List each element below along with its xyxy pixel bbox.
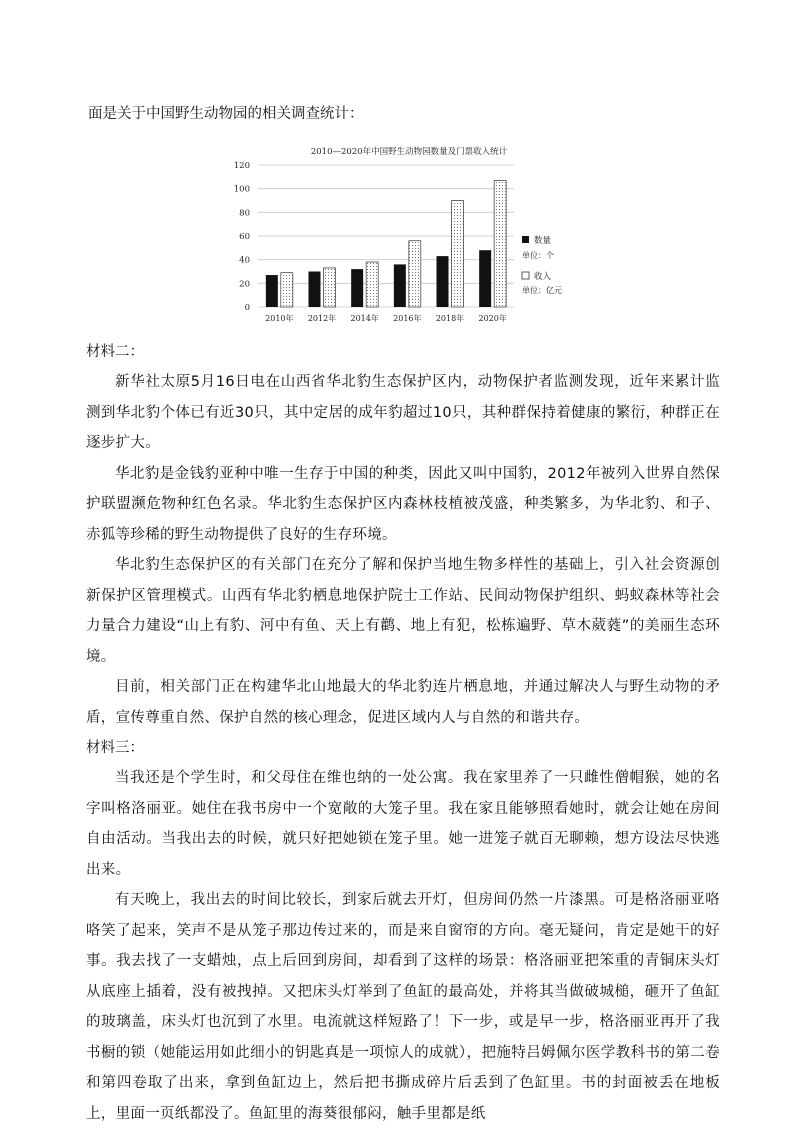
bar-revenue	[494, 180, 506, 307]
legend-swatch-count	[522, 236, 529, 243]
material2-heading: 材料二：	[86, 344, 144, 360]
legend-unit-count: 单位：个	[522, 251, 554, 260]
legend-swatch-revenue	[522, 272, 529, 279]
legend-label-count: 数量	[534, 236, 552, 246]
bar-count	[437, 256, 449, 307]
bar-count	[266, 275, 278, 307]
material2-paragraph: 目前，相关部门正在构建华北山地最大的华北豹连片栖息地，并通过解决人与野生动物的矛盾，宣传尊重自然、保护自然的核心理念，促进区域内人与自然的和谐共存。	[86, 679, 720, 726]
x-tick-label: 2016年	[393, 314, 422, 323]
material3-paragraph: 有天晚上，我出去的时间比较长，到家后就去开灯，但房间仍然一片漆黑。可是格洛丽亚咯咯笑了起来，笑声不是从笼子那边传过来的，而是来自窗帘的方向。毫无疑问，肯定是她干的好事。我去找了一支蜡烛，点上后回到房间，却看到了这样的场景：格洛丽亚把笨重的青铜床头灯从底座上插着，没有被拽掉。又把床头灯举到了鱼缸的最高处，并将其当做破城槌，砸开了鱼缸的玻璃盖，床头灯也沉到了水里。电流就这样短路了！下一步，或是早一步，格洛丽亚再开了我书橱的锁（她能运用如此细小的钥匙真是一项惊人的成就），把施特吕姆佩尔医学教科书的第二卷和第四卷取了出来，拿到鱼缸边上，然后把书撕成碎片后丢到了色缸里。书的封面被丢在地板上，里面一页纸都没了。鱼缸里的海葵很郁闷，触手里都是纸	[86, 892, 720, 1122]
bar-chart	[222, 130, 584, 330]
bar-count	[394, 264, 406, 307]
x-tick-label: 2014年	[350, 314, 379, 323]
y-tick-label: 80	[239, 208, 250, 219]
x-tick-label: 2012年	[307, 314, 337, 323]
x-tick-label: 2018年	[435, 314, 465, 323]
bars	[266, 180, 506, 307]
material2-paragraph: 华北豹是金钱豹亚种中唯一生存于中国的种类，因此又叫中国豹，2012年被列入世界自然保护联盟濒危物种红色名录。华北豹生态保护区内森林枝植被茂盛，种类繁多，为华北豹、和子、赤狐等珍稀的野生动物提供了良好的生存环境。	[86, 465, 720, 543]
material3-heading: 材料三：	[86, 740, 144, 756]
bar-revenue	[452, 201, 464, 308]
legend-label-revenue: 收入	[534, 272, 552, 282]
y-tick-label: 20	[239, 279, 250, 290]
bar-count	[309, 272, 321, 308]
bar-revenue	[409, 241, 421, 307]
y-tick-label: 60	[239, 232, 250, 242]
chart-title: 2010—2020年中国野生动物园数量及门票收入统计	[310, 147, 508, 157]
intro-text: 面是关于中国野生动物园的相关调查统计：	[88, 106, 364, 122]
bar-revenue	[281, 273, 293, 307]
y-axis	[234, 161, 250, 313]
material2-paragraph: 华北豹生态保护区的有关部门在充分了解和保护当地生物多样性的基础上，引入社会资源创新保护区管理模式。山西有华北豹栖息地保护院士工作站、民间动物保护组织、蚂蚁森林等社会力量合力建设“山上有豹、河中有鱼、天上有鹳、地上有犯，松栋遍野、草木葳蕤”的美丽生态环境。	[86, 557, 720, 665]
x-axis	[265, 313, 507, 323]
x-tick-label: 2010年	[265, 314, 294, 323]
material2-paragraph: 新华社太原5月16日电在山西省华北豹生态保护区内，动物保护者监测发现，近年来累计监测到华北豹个体已有近30只，其中定居的成年豹超过10只，其种群保持着健康的繁衍，种群正在逐步扩大。	[86, 374, 720, 451]
y-tick-label: 40	[239, 255, 250, 266]
chart-svg	[222, 130, 584, 330]
chart-grid	[258, 165, 514, 307]
bar-revenue	[366, 262, 378, 307]
y-tick-label: 100	[233, 184, 250, 195]
legend-unit-revenue: 单位：亿元	[522, 286, 562, 295]
bar-count	[351, 269, 363, 307]
bar-revenue	[324, 268, 336, 307]
body-text	[86, 337, 720, 1129]
bar-count	[479, 250, 491, 307]
legend	[522, 235, 562, 295]
x-tick-label: 2020年	[478, 314, 507, 323]
y-tick-label: 0	[244, 303, 250, 313]
y-tick-label: 120	[233, 161, 250, 171]
material3-paragraph: 当我还是个学生时，和父母住在维也纳的一处公寓。我在家里养了一只雌性僧帽猴，她的名字叫格洛丽亚。她住在我书房中一个宽敞的大笼子里。我在家且能够照看她时，就会让她在房间自由活动。当我出去的时候，就只好把她锁在笼子里。她一进笼子就百无聊赖，想方设法尽快逃出来。	[86, 770, 720, 878]
